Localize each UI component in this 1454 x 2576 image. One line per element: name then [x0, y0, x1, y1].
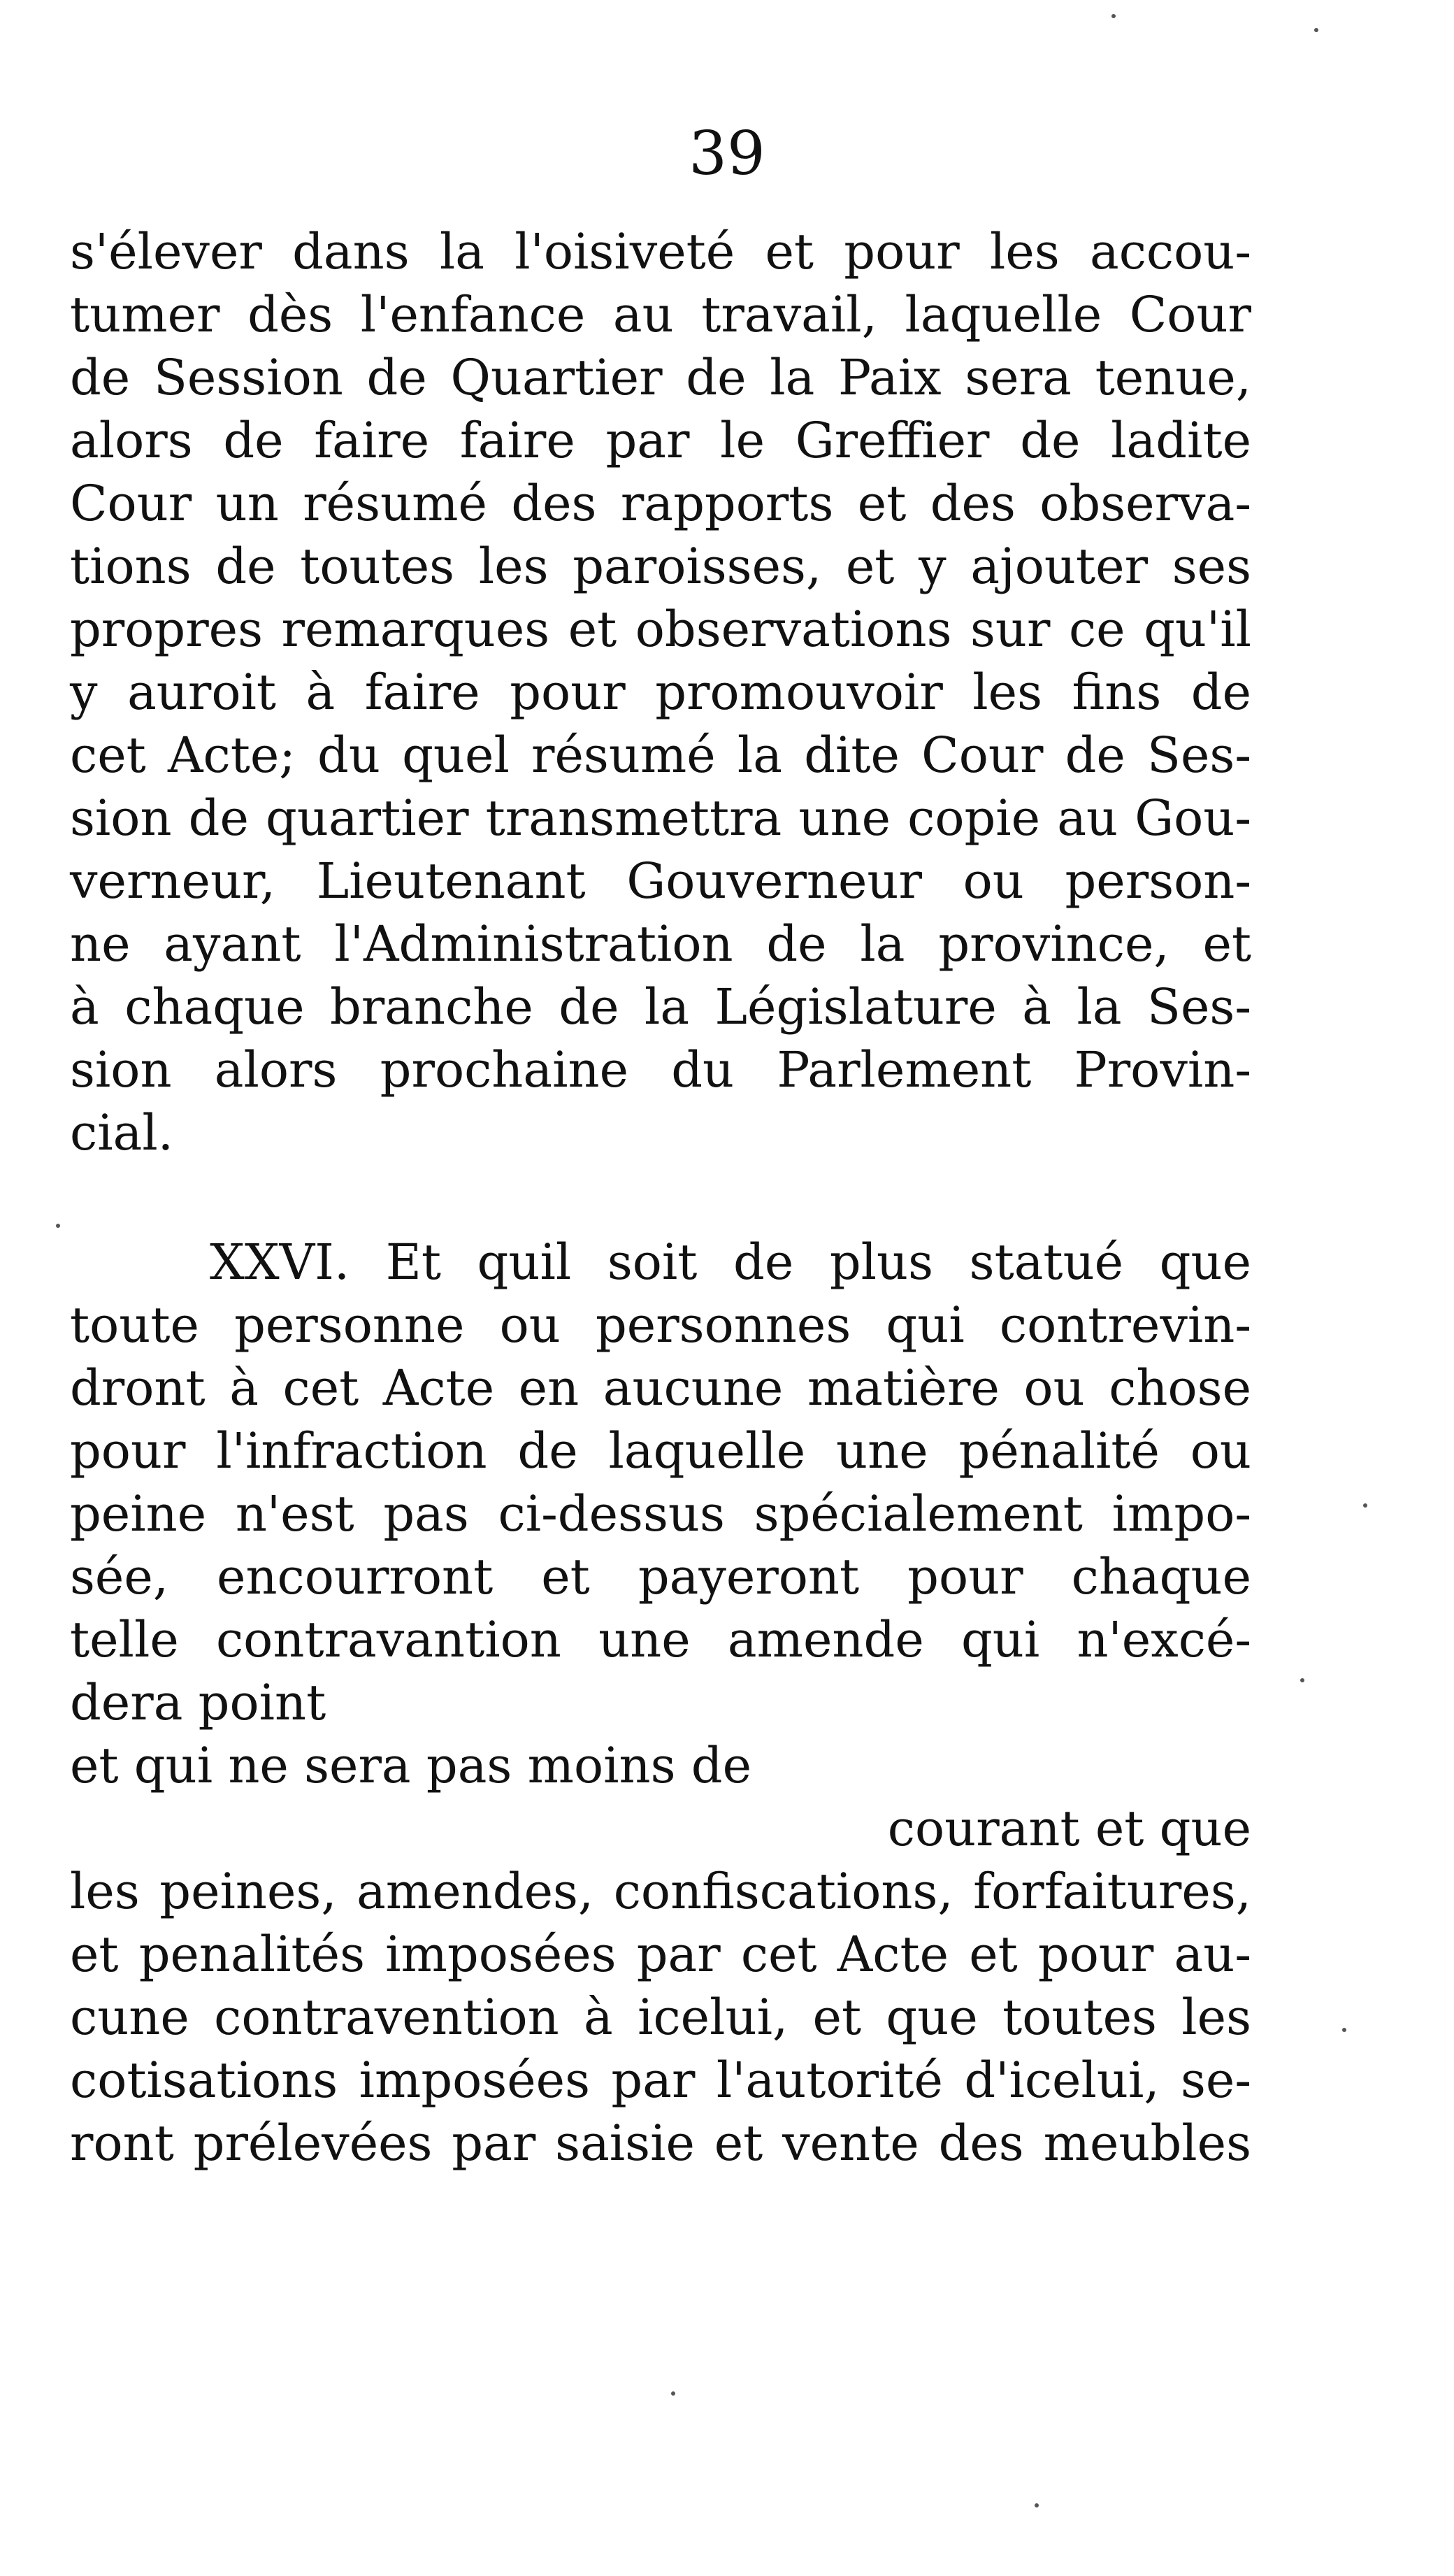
text-line: cune contravention à icelui, et que toutes les — [70, 1989, 1251, 2046]
text-line: et penalités imposées par cet Acte et pour au- — [70, 1926, 1251, 1983]
text-line: s'élever dans la l'oisiveté et pour les accou- — [70, 223, 1251, 280]
paper-speck — [1111, 14, 1116, 18]
text-line: cial. — [70, 1104, 173, 1161]
paragraph-1 — [70, 220, 1251, 1164]
paper-speck — [1035, 2503, 1039, 2507]
text-line: à chaque branche de la Législature à la Ses- — [70, 978, 1251, 1036]
text-line: cet Acte; du quel résumé la dite Cour de Ses- — [70, 727, 1251, 784]
section-heading-line: XXVI. Et quil soit de plus statué que — [210, 1233, 1251, 1291]
text-line: verneur, Lieutenant Gouverneur ou person- — [70, 852, 1251, 910]
text-line: dera point — [70, 1674, 326, 1731]
page-number: 39 — [689, 119, 765, 189]
text-line: y auroit à faire pour promouvoir les fins de — [70, 664, 1251, 721]
paper-speck — [671, 2391, 675, 2396]
text-line: alors de faire faire par le Greffier de ladite — [70, 412, 1251, 469]
paper-speck — [1300, 1678, 1304, 1682]
paragraph-2 — [70, 1231, 1251, 2175]
text-line: tions de toutes les paroisses, et y ajouter ses — [70, 538, 1251, 595]
text-line: ne ayant l'Administration de la province, et — [70, 915, 1251, 973]
text-line: les peines, amendes, confiscations, forfaitures, — [70, 1863, 1251, 1920]
text-line: et qui ne sera pas moins de — [70, 1737, 752, 1794]
paper-speck — [56, 1224, 60, 1228]
text-line: telle contravantion une amende qui n'excé- — [70, 1611, 1251, 1668]
text-line: sion de quartier transmettra une copie au Gou- — [70, 789, 1251, 847]
text-line: courant et que — [887, 1800, 1251, 1857]
text-line: pour l'infraction de laquelle une pénalité ou — [70, 1422, 1251, 1480]
paper-speck — [1314, 28, 1318, 32]
text-line: de Session de Quartier de la Paix sera tenue, — [70, 349, 1251, 406]
text-line: propres remarques et observations sur ce qu'il — [70, 601, 1251, 658]
paper-speck — [1363, 1503, 1367, 1508]
text-line: sée, encourront et payeront pour chaque — [70, 1548, 1251, 1605]
text-line: toute personne ou personnes qui contrevin- — [70, 1296, 1251, 1354]
text-line: dront à cet Acte en aucune matière ou chose — [70, 1359, 1251, 1417]
text-line: ront prélevées par saisie et vente des meubles — [70, 2115, 1251, 2172]
text-line: Cour un résumé des rapports et des observa- — [70, 475, 1251, 532]
text-line: tumer dès l'enfance au travail, laquelle Cour — [70, 286, 1251, 343]
text-line: sion alors prochaine du Parlement Provin- — [70, 1041, 1251, 1099]
text-line: peine n'est pas ci-dessus spécialement impo- — [70, 1485, 1251, 1543]
text-line: cotisations imposées par l'autorité d'icelui, se- — [70, 2052, 1251, 2109]
paper-speck — [1342, 2028, 1346, 2032]
